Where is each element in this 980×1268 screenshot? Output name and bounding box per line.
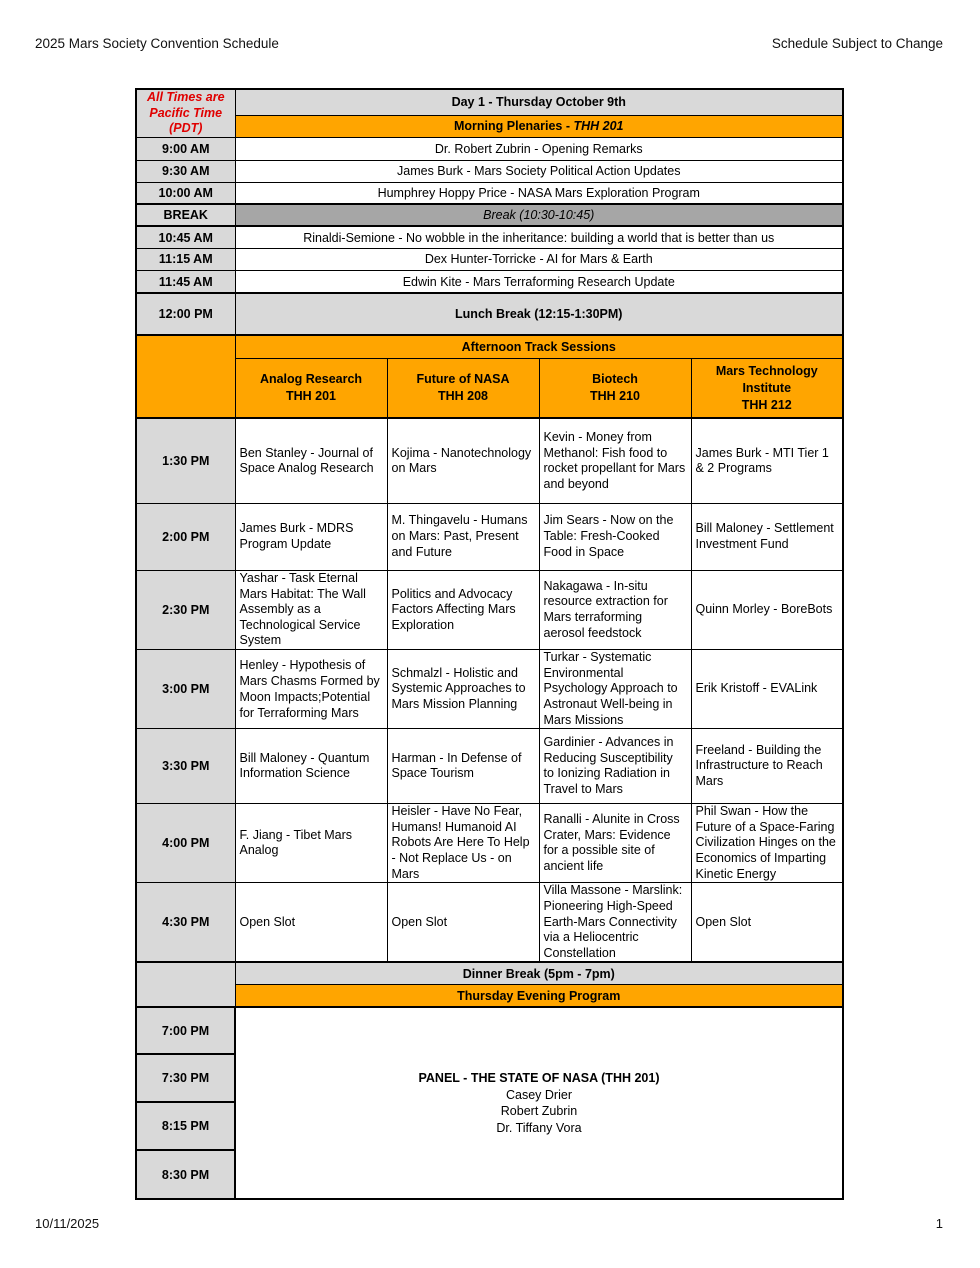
table-row xyxy=(136,293,843,335)
track-room: THH 201 xyxy=(285,389,337,404)
session-cell: Edwin Kite - Mars Terraforming Research Update xyxy=(235,270,843,293)
table-row xyxy=(136,226,843,248)
time-cell: 3:30 PM xyxy=(136,729,235,804)
track-name: Analog Research xyxy=(259,372,363,387)
day-header: Day 1 - Thursday October 9th xyxy=(235,89,843,115)
session-cell: Dex Hunter-Torricke - AI for Mars & Earth xyxy=(235,248,843,270)
session-cell: Ranalli - Alunite in Cross Crater, Mars: Evidence for a possible site of ancient life xyxy=(539,804,691,883)
time-cell: 9:00 AM xyxy=(136,137,235,160)
table-row xyxy=(136,137,843,160)
session-cell: Henley - Hypothesis of Mars Chasms Formed by Moon Impacts;Potential for Terraforming Mars xyxy=(235,650,387,729)
track-header-biotech xyxy=(539,358,691,418)
afternoon-sessions-header: Afternoon Track Sessions xyxy=(235,335,843,358)
track-header-analog-research xyxy=(235,358,387,418)
afternoon-time-spacer xyxy=(136,335,235,418)
session-cell: Yashar - Task Eternal Mars Habitat: The Wall Assembly as a Technological Service System xyxy=(235,570,387,649)
break-time-cell: BREAK xyxy=(136,204,235,226)
table-row xyxy=(136,883,843,963)
track-name: Future of NASA xyxy=(416,372,510,387)
time-cell: 8:15 PM xyxy=(136,1102,235,1150)
morning-plenaries-room: THH 201 xyxy=(573,119,624,134)
schedule-disclaimer: Schedule Subject to Change xyxy=(771,36,943,51)
session-cell: Ben Stanley - Journal of Space Analog Research xyxy=(235,418,387,503)
morning-plenaries-label: Morning Plenaries - xyxy=(454,119,574,134)
session-cell: Turkar - Systematic Environmental Psychology Approach to Astronaut Well-being in Mars Missions xyxy=(539,650,691,729)
session-cell: Open Slot xyxy=(235,883,387,963)
session-cell: M. Thingavelu - Humans on Mars: Past, Present and Future xyxy=(387,503,539,570)
time-cell: 11:15 AM xyxy=(136,248,235,270)
table-row xyxy=(136,503,843,570)
time-cell: 12:00 PM xyxy=(136,293,235,335)
schedule-table xyxy=(135,88,844,1200)
document-title: 2025 Mars Society Convention Schedule xyxy=(35,36,279,51)
track-room: THH 208 xyxy=(437,389,489,404)
time-cell: 9:30 AM xyxy=(136,160,235,182)
track-header-future-of-nasa xyxy=(387,358,539,418)
evening-program-header: Thursday Evening Program xyxy=(235,984,843,1007)
time-cell: 10:45 AM xyxy=(136,226,235,248)
track-room: THH 210 xyxy=(589,389,641,404)
track-room: THH 212 xyxy=(741,397,792,412)
time-cell: 2:30 PM xyxy=(136,570,235,649)
panel-speaker: Robert Zubrin xyxy=(500,1104,578,1119)
session-cell: James Burk - MDRS Program Update xyxy=(235,503,387,570)
page-header xyxy=(35,36,943,51)
panel-title: PANEL - THE STATE OF NASA (THH 201) xyxy=(418,1070,660,1085)
table-row xyxy=(136,270,843,293)
session-cell: Politics and Advocacy Factors Affecting Mars Exploration xyxy=(387,570,539,649)
time-cell: 2:00 PM xyxy=(136,503,235,570)
table-row xyxy=(136,160,843,182)
time-cell: 3:00 PM xyxy=(136,650,235,729)
morning-plenaries-header xyxy=(235,115,843,137)
evening-time-spacer xyxy=(136,962,235,1007)
session-cell: Kevin - Money from Methanol: Fish food to rocket propellant for Mars and beyond xyxy=(539,418,691,503)
time-cell: 10:00 AM xyxy=(136,182,235,204)
table-row xyxy=(136,570,843,649)
session-cell: James Burk - MTI Tier 1 & 2 Programs xyxy=(691,418,843,503)
table-row xyxy=(136,358,843,418)
table-row xyxy=(136,650,843,729)
table-row xyxy=(136,962,843,984)
table-row xyxy=(136,115,843,137)
table-row xyxy=(136,729,843,804)
time-cell: 4:00 PM xyxy=(136,804,235,883)
evening-panel-cell xyxy=(235,1007,843,1199)
track-name: Mars Technology Institute xyxy=(715,363,818,395)
panel-speaker: Casey Drier xyxy=(506,1087,572,1102)
session-cell: Open Slot xyxy=(387,883,539,963)
footer-page-number: 1 xyxy=(935,1216,943,1231)
session-cell: Phil Swan - How the Future of a Space-Faring Civilization Hinges on the Economics of Imparting Kinetic Energy xyxy=(691,804,843,883)
session-cell: Heisler - Have No Fear, Humans! Humanoid AI Robots Are Here To Help - Not Replace Us - on Mars xyxy=(387,804,539,883)
session-cell: F. Jiang - Tibet Mars Analog xyxy=(235,804,387,883)
footer-date: 10/11/2025 xyxy=(35,1216,100,1231)
table-row xyxy=(136,204,843,226)
session-cell: Villa Massone - Marslink: Pioneering High-Speed Earth-Mars Connectivity via a Heliocentric Constellation xyxy=(539,883,691,963)
time-cell: 7:00 PM xyxy=(136,1007,235,1054)
session-cell: Humphrey Hoppy Price - NASA Mars Exploration Program xyxy=(235,182,843,204)
table-row xyxy=(136,335,843,358)
session-cell: Jim Sears - Now on the Table: Fresh-Cooked Food in Space xyxy=(539,503,691,570)
session-cell: Harman - In Defense of Space Tourism xyxy=(387,729,539,804)
time-cell: 7:30 PM xyxy=(136,1054,235,1102)
session-cell: Nakagawa - In-situ resource extraction for Mars terraforming aerosol feedstock xyxy=(539,570,691,649)
table-row xyxy=(136,89,843,115)
session-cell: Gardinier - Advances in Reducing Susceptibility to Ionizing Radiation in Travel to Mars xyxy=(539,729,691,804)
panel-speaker: Dr. Tiffany Vora xyxy=(496,1121,582,1136)
timezone-note: All Times are Pacific Time (PDT) xyxy=(136,89,235,137)
session-cell: Quinn Morley - BoreBots xyxy=(691,570,843,649)
session-cell: Bill Maloney - Settlement Investment Fund xyxy=(691,503,843,570)
time-cell: 8:30 PM xyxy=(136,1150,235,1199)
session-cell: Erik Kristoff - EVALink xyxy=(691,650,843,729)
table-row xyxy=(136,804,843,883)
session-cell: Open Slot xyxy=(691,883,843,963)
time-cell: 11:45 AM xyxy=(136,270,235,293)
table-row xyxy=(136,182,843,204)
table-row xyxy=(136,248,843,270)
session-cell: Kojima - Nanotechnology on Mars xyxy=(387,418,539,503)
time-cell: 1:30 PM xyxy=(136,418,235,503)
page-footer xyxy=(35,1216,943,1231)
table-row xyxy=(136,984,843,1007)
session-cell: Schmalzl - Holistic and Systemic Approaches to Mars Mission Planning xyxy=(387,650,539,729)
lunch-break-cell: Lunch Break (12:15-1:30PM) xyxy=(235,293,843,335)
table-row xyxy=(136,418,843,503)
table-row xyxy=(136,1007,843,1054)
track-header-mars-technology-institute xyxy=(691,358,843,418)
session-cell: Dr. Robert Zubrin - Opening Remarks xyxy=(235,137,843,160)
session-cell: James Burk - Mars Society Political Action Updates xyxy=(235,160,843,182)
break-cell: Break (10:30-10:45) xyxy=(235,204,843,226)
track-name: Biotech xyxy=(592,372,638,387)
session-cell: Rinaldi-Semione - No wobble in the inheritance: building a world that is better than us xyxy=(235,226,843,248)
session-cell: Bill Maloney - Quantum Information Science xyxy=(235,729,387,804)
time-cell: 4:30 PM xyxy=(136,883,235,963)
dinner-break-cell: Dinner Break (5pm - 7pm) xyxy=(235,962,843,984)
session-cell: Freeland - Building the Infrastructure to Reach Mars xyxy=(691,729,843,804)
